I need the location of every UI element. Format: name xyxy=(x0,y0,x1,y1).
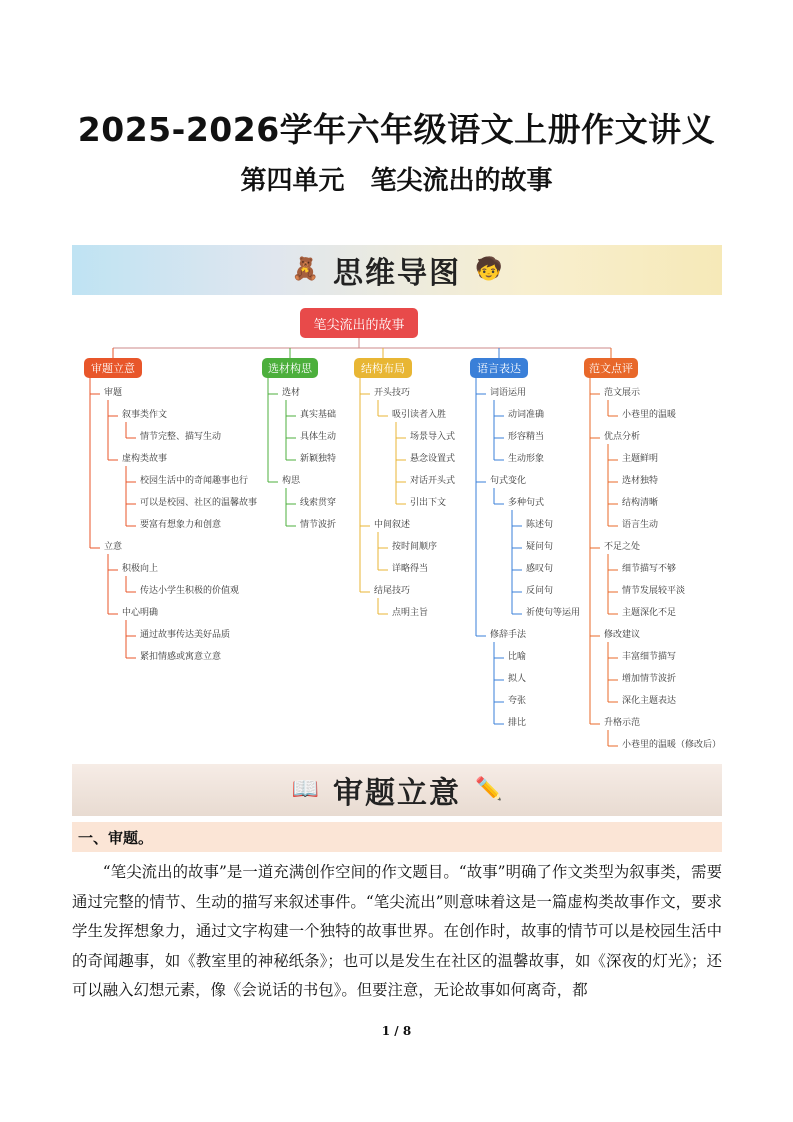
writing-child-icon: ✏️ xyxy=(475,777,503,802)
mind-map-branch: 选材构思 xyxy=(262,358,318,378)
mind-map-branch: 语言表达 xyxy=(470,358,528,378)
mind-map-leaf: 疑问句 xyxy=(526,542,554,552)
mind-map-leaf: 选材 xyxy=(282,388,301,398)
mind-map-leaf: 虚构类故事 xyxy=(122,454,168,464)
mind-map-leaf: 丰富细节描写 xyxy=(622,652,677,662)
mind-map-leaf: 开头技巧 xyxy=(374,388,411,398)
mind-map-leaf: 句式变化 xyxy=(490,476,527,486)
mind-map-leaf: 选材独特 xyxy=(622,476,659,486)
mind-map-leaf: 悬念设置式 xyxy=(410,454,456,464)
mind-map-leaf: 夸张 xyxy=(508,696,527,706)
mind-map-leaf: 构思 xyxy=(282,476,301,486)
mind-map-leaf: 情节完整、描写生动 xyxy=(140,432,222,442)
mind-map-leaf: 修改建议 xyxy=(604,630,641,640)
mind-map-leaf: 真实基础 xyxy=(300,410,337,420)
mind-map-leaf: 升格示范 xyxy=(604,718,641,728)
shenti-banner-title: 审题立意 xyxy=(333,776,461,811)
mind-map-leaf: 小巷里的温暖 xyxy=(622,410,677,420)
mind-map-leaf: 传达小学生积极的价值观 xyxy=(140,586,240,596)
mind-map-leaf: 对话开头式 xyxy=(410,476,456,486)
mind-map-leaf: 吸引读者入胜 xyxy=(392,410,447,420)
mind-map-leaf: 情节波折 xyxy=(300,520,337,530)
mind-map-leaf: 生动形象 xyxy=(508,454,545,464)
mind-map-root: 笔尖流出的故事 xyxy=(300,308,418,338)
mind-map-leaf: 按时间顺序 xyxy=(392,542,438,552)
page-subtitle: 第四单元 笔尖流出的故事 xyxy=(240,166,553,196)
mind-map xyxy=(72,300,722,760)
mind-map-leaf: 形容精当 xyxy=(508,432,545,442)
section-heading-bar xyxy=(72,822,722,852)
mind-map-leaf: 多种句式 xyxy=(508,498,545,508)
mind-map-leaf: 增加情节波折 xyxy=(622,674,677,684)
mind-map-leaf: 点明主旨 xyxy=(392,608,429,618)
mind-map-branch: 结构布局 xyxy=(354,358,412,378)
mind-map-leaf: 线索贯穿 xyxy=(300,498,337,508)
page-number: 1 / 8 xyxy=(381,1024,412,1038)
mind-map-leaf: 情节发展较平淡 xyxy=(622,586,686,596)
mind-map-leaf: 结尾技巧 xyxy=(374,586,411,596)
mind-map-leaf: 小巷里的温暖（修改后） xyxy=(622,740,722,750)
mind-map-leaf: 感叹句 xyxy=(526,564,554,574)
mind-map-branch: 范文点评 xyxy=(584,358,638,378)
mind-map-leaf: 紧扣情感或寓意立意 xyxy=(140,652,222,662)
section-heading: 一、审题。 xyxy=(78,828,154,847)
mind-map-leaf: 引出下文 xyxy=(410,498,447,508)
mind-map-leaf: 深化主题表达 xyxy=(622,696,677,706)
child-reading-icon: 🧒 xyxy=(475,257,503,282)
mind-map-leaf: 范文展示 xyxy=(604,388,641,398)
shenti-banner xyxy=(72,764,722,816)
mind-map-leaf: 具体生动 xyxy=(300,432,337,442)
mind-map-leaf: 新颖独特 xyxy=(300,454,337,464)
bear-icon: 🧸 xyxy=(291,257,319,282)
mind-map-leaf: 修辞手法 xyxy=(490,630,527,640)
mind-map-leaf: 场景导入式 xyxy=(410,432,456,442)
mind-map-leaf: 反问句 xyxy=(526,586,554,596)
mind-map-leaf: 优点分析 xyxy=(604,432,641,442)
mind-map-leaf: 中心明确 xyxy=(122,608,159,618)
mindmap-banner xyxy=(72,245,722,295)
mind-map-leaf: 可以是校园、社区的温馨故事 xyxy=(140,498,258,508)
mind-map-leaf: 校园生活中的奇闻趣事也行 xyxy=(140,476,249,486)
book-flower-icon: 📖 xyxy=(291,777,319,802)
mind-map-leaf: 审题 xyxy=(104,388,123,398)
mind-map-leaf: 主题深化不足 xyxy=(622,608,677,618)
mind-map-leaf: 祈使句等运用 xyxy=(526,608,581,618)
mind-map-leaf: 动词准确 xyxy=(508,410,545,420)
mind-map-leaf: 积极向上 xyxy=(122,564,159,574)
mind-map-leaf: 拟人 xyxy=(508,674,527,684)
mind-map-leaf: 通过故事传达美好品质 xyxy=(140,630,231,640)
mind-map-leaf: 详略得当 xyxy=(392,564,429,574)
mind-map-branch: 审题立意 xyxy=(84,358,142,378)
mind-map-leaf: 要富有想象力和创意 xyxy=(140,520,222,530)
mind-map-leaf: 细节描写不够 xyxy=(622,564,677,574)
page-title: 2025-2026学年六年级语文上册作文讲义 xyxy=(77,110,716,149)
mind-map-leaf: 不足之处 xyxy=(604,542,641,552)
mind-map-leaf: 词语运用 xyxy=(490,388,527,398)
mind-map-leaf: 语言生动 xyxy=(622,520,659,530)
mind-map-leaf: 叙事类作文 xyxy=(122,410,168,420)
section-paragraph: “笔尖流出的故事”是一道充满创作空间的作文题目。“故事”明确了作文类型为叙事类，需要通过完整的情节、生动的描写来叙述事件。“笔尖流出”则意味着这是一篇虚构类故事作文，要求学生发挥想象力，通过文字构建一个独特的故事世界。在创作时，故事的情节可以是校园生活中的奇闻趣事，如《教室里的神秘纸条》；也可以是发生在社区的温馨故事，如《深夜的灯光》；还可以融入幻想元素，像《会说话的书包》。但要注意，无论故事如何离奇，都 xyxy=(72,863,722,999)
mind-map-leaf: 陈述句 xyxy=(526,520,554,530)
mindmap-banner-title: 思维导图 xyxy=(333,256,461,291)
mind-map-leaf: 比喻 xyxy=(508,652,527,662)
mind-map-leaf: 立意 xyxy=(104,542,123,552)
mind-map-leaf: 排比 xyxy=(508,718,527,728)
mind-map-leaf: 结构清晰 xyxy=(622,498,659,508)
mind-map-leaf: 中间叙述 xyxy=(374,520,411,530)
mind-map-leaf: 主题鲜明 xyxy=(622,454,659,464)
